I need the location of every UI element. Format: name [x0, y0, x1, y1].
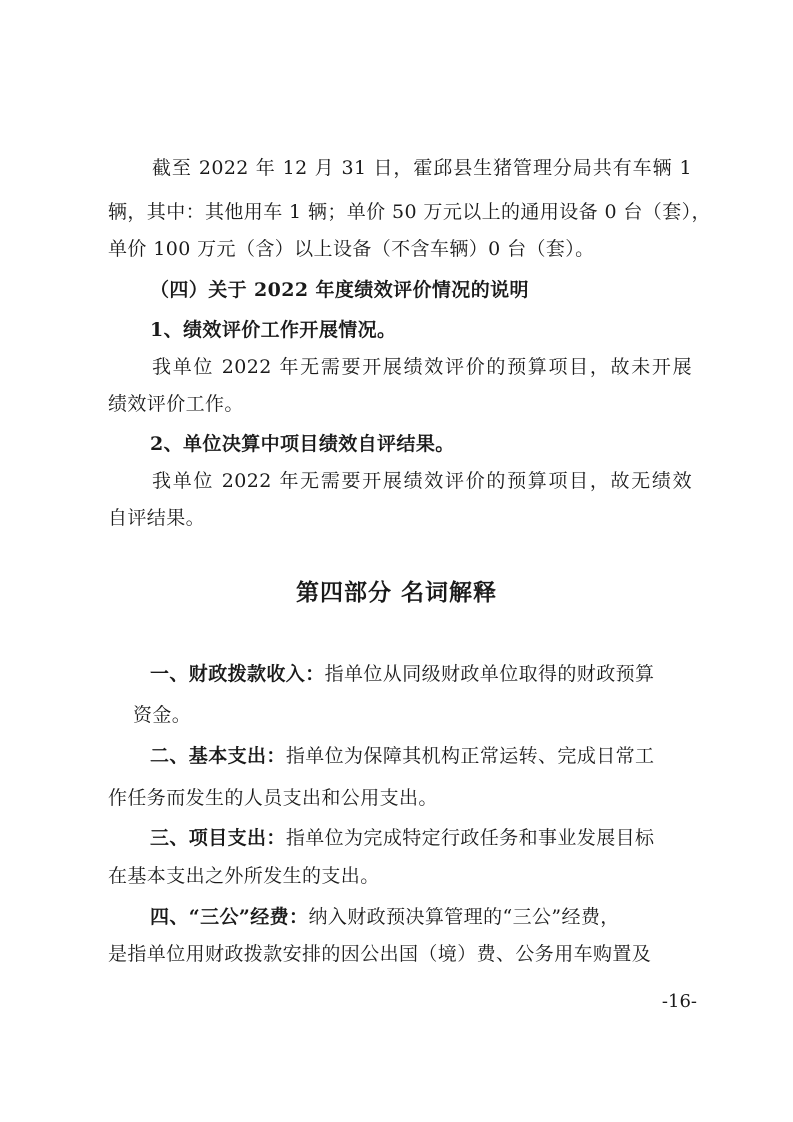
- term-3-line-2: 在基本支出之外所发生的支出。: [108, 865, 380, 887]
- sub2-body-line-2: 自评结果。: [108, 507, 206, 529]
- term-4-line-1: [150, 905, 620, 929]
- term-1-line-1: [150, 662, 654, 686]
- sub2-body-line-1: 我单位 2022 年无需要开展绩效评价的预算项目，故无绩效: [152, 470, 692, 492]
- page-number: -16-: [661, 991, 697, 1012]
- term-1-label: 一、财政拨款收入：: [150, 663, 325, 685]
- term-3-line-1: [150, 826, 654, 850]
- term-3-label: 三、项目支出：: [150, 827, 286, 849]
- vehicles-line-3: 单价 100 万元（含）以上设备（不含车辆）0 台（套）。: [108, 238, 595, 260]
- term-1-line-2: 资金。: [133, 704, 192, 726]
- term-1-text: 指单位从同级财政单位取得的财政预算: [324, 663, 655, 685]
- sub1-body-line-1: 我单位 2022 年无需要开展绩效评价的预算项目，故未开展: [152, 356, 692, 378]
- term-2-line-1: [150, 744, 654, 768]
- term-4-label: 四、“三公”经费：: [150, 906, 309, 928]
- term-2-text: 指单位为保障其机构正常运转、完成日常工: [285, 745, 655, 767]
- term-2-line-2: 作任务而发生的人员支出和公用支出。: [108, 787, 438, 809]
- term-3-text: 指单位为完成特定行政任务和事业发展目标: [285, 827, 655, 849]
- heading-four: （四）关于 2022 年度绩效评价情况的说明: [150, 279, 529, 301]
- vehicles-line-2: 辆，其中：其他用车 1 辆；单价 50 万元以上的通用设备 0 台（套），: [108, 201, 711, 223]
- term-4-line-2: 是指单位用财政拨款安排的因公出国（境）费、公务用车购置及: [108, 943, 652, 965]
- vehicles-line-1: 截至 2022 年 12 月 31 日，霍邱县生猪管理分局共有车辆 1: [152, 157, 692, 179]
- subheading-2: 2、单位决算中项目绩效自评结果。: [150, 433, 455, 455]
- term-4-text: 纳入财政预决算管理的“三公”经费，: [308, 906, 620, 928]
- part-four-title: 第四部分 名词解释: [295, 579, 497, 606]
- term-2-label: 二、基本支出：: [150, 745, 286, 767]
- sub1-body-line-2: 绩效评价工作。: [108, 393, 244, 415]
- subheading-1: 1、绩效评价工作开展情况。: [150, 319, 397, 341]
